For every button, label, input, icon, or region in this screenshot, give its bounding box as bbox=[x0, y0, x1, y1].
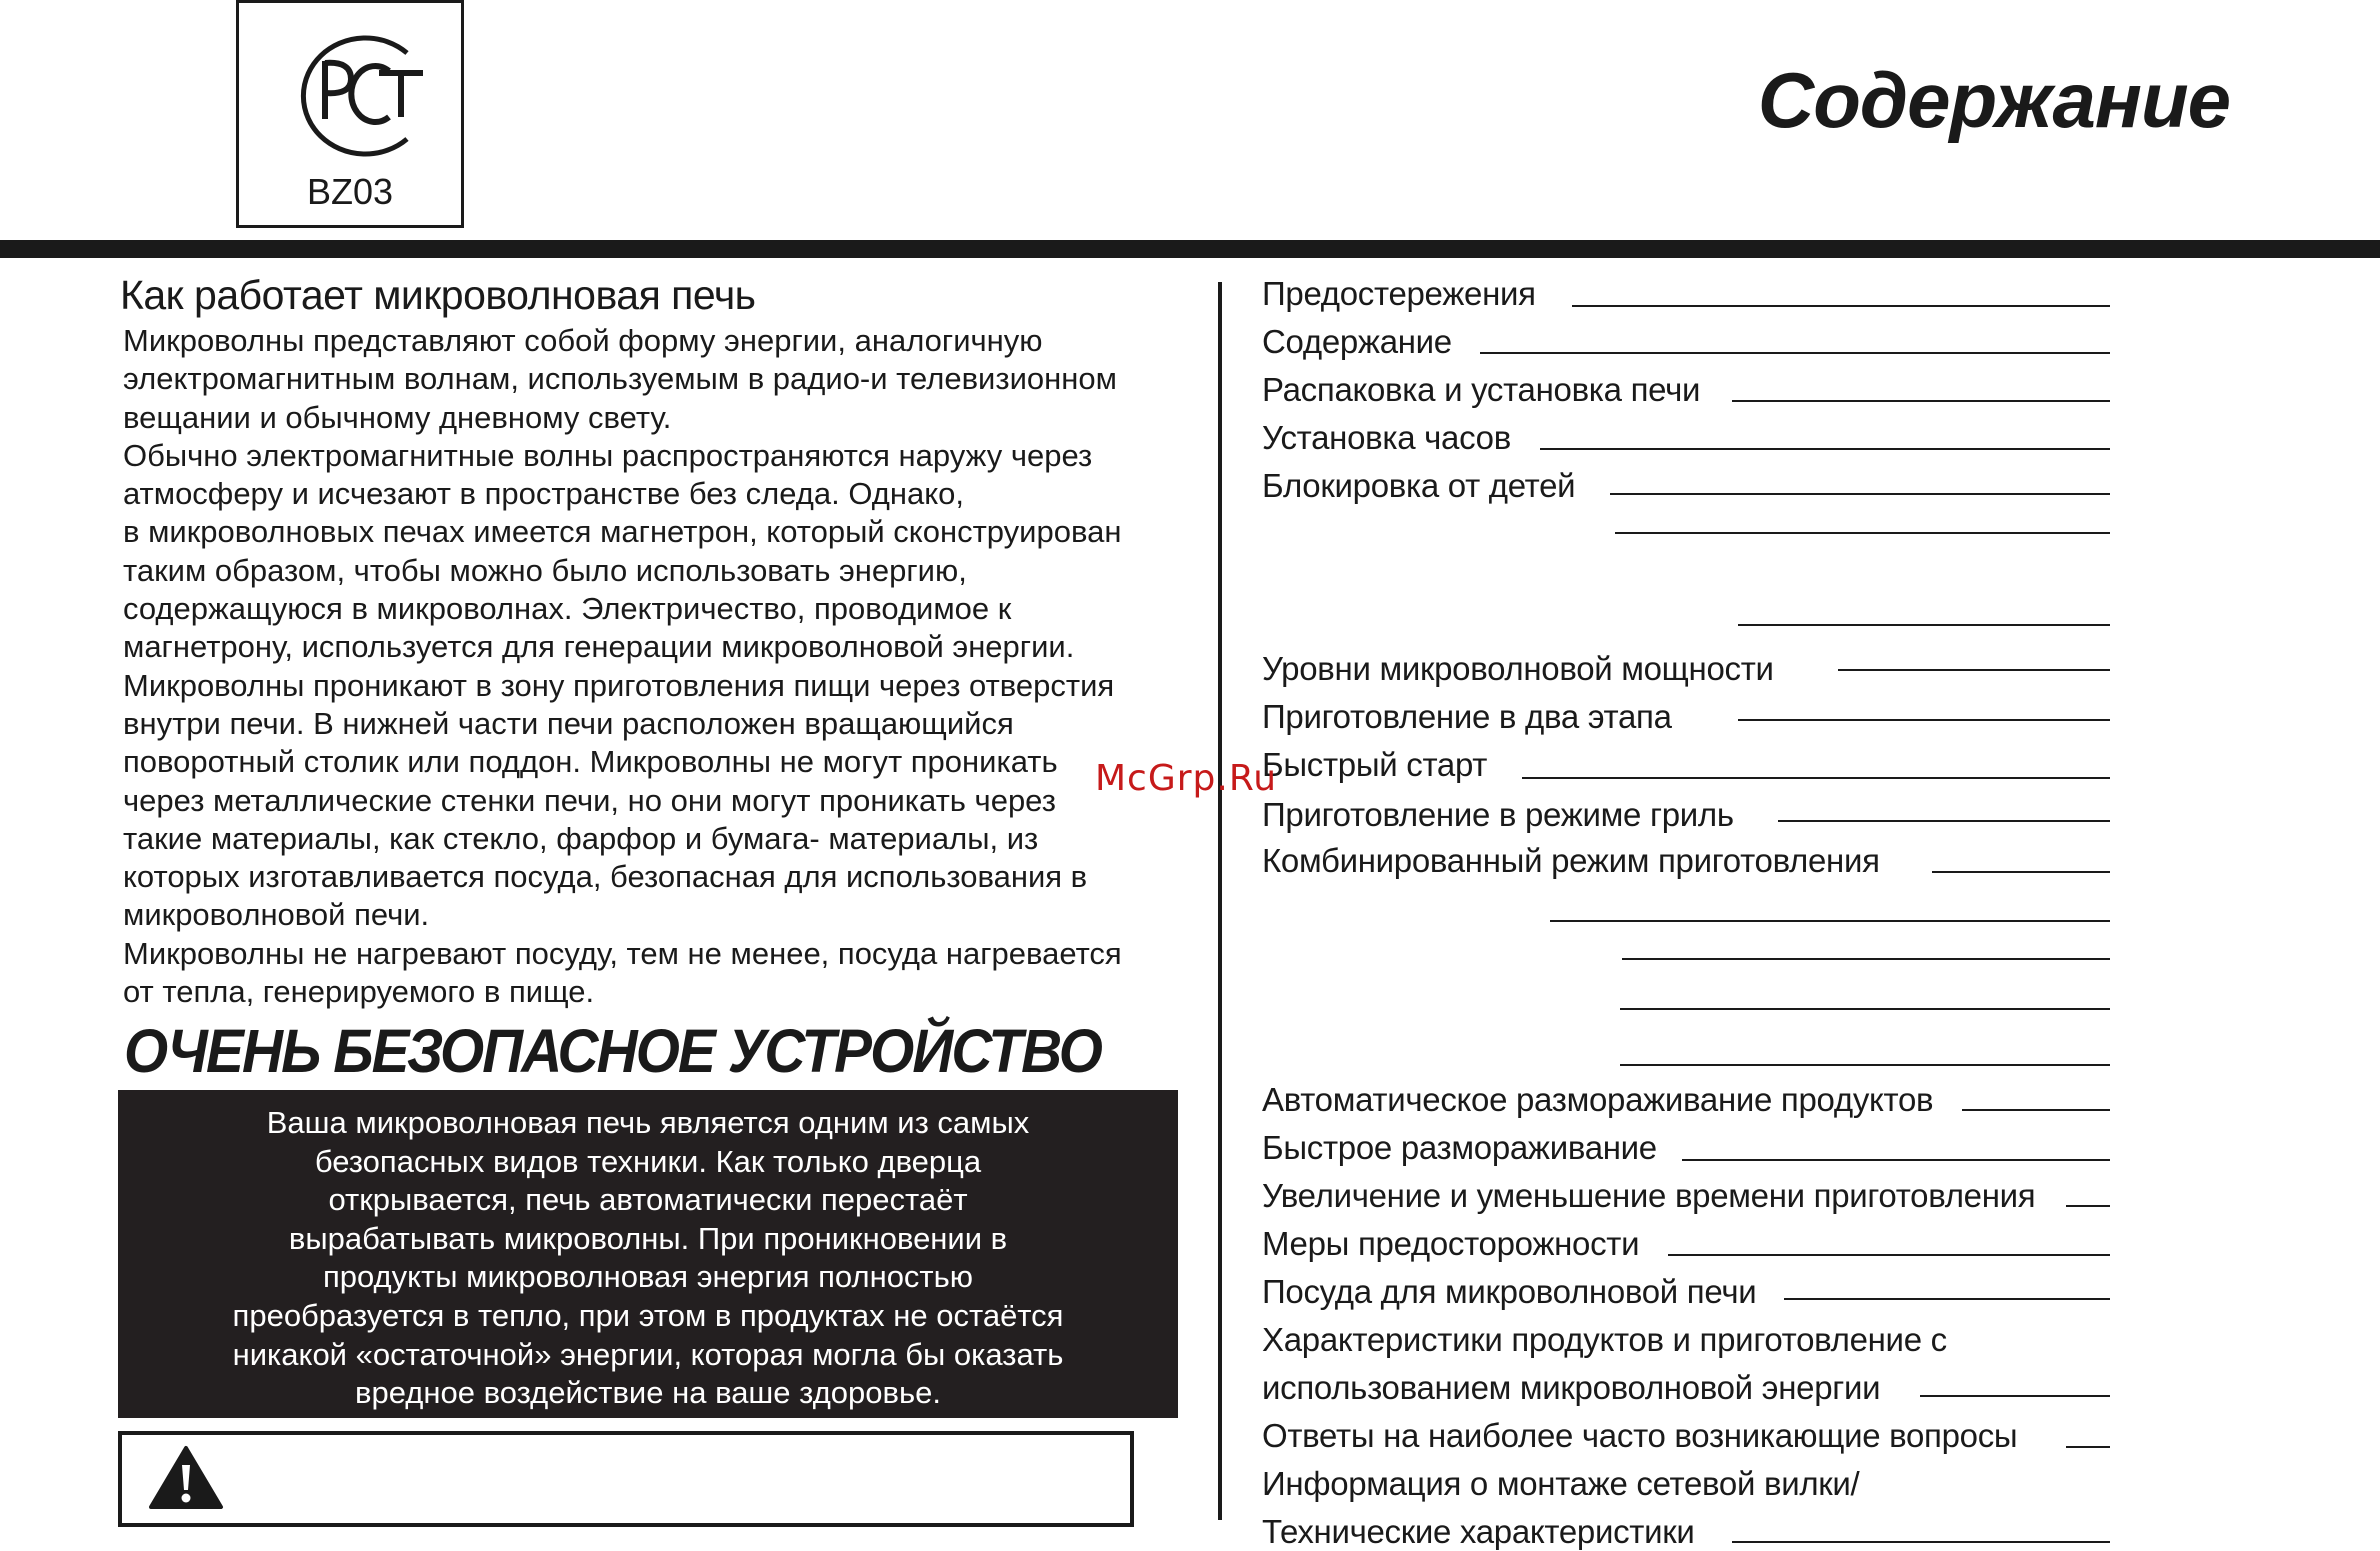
toc-leader-line bbox=[1540, 448, 2110, 450]
toc-leader-line bbox=[1620, 1064, 2110, 1066]
pct-certification-logo bbox=[267, 31, 437, 161]
toc-item-label[interactable]: Меры предосторожности bbox=[1262, 1225, 1640, 1262]
toc-item-label[interactable]: Предостережения bbox=[1262, 275, 1536, 312]
toc-leader-line bbox=[1620, 1008, 2110, 1010]
page-title: Содержание bbox=[1757, 56, 2230, 144]
toc-leader-line bbox=[1572, 305, 2110, 307]
safety-line: продукты микроволновая энергия полностью bbox=[322, 1259, 974, 1295]
intro-line: Обычно электромагнитные волны распространяются наружу через bbox=[123, 437, 1093, 473]
intro-line: вещании и обычному дневному свету. bbox=[123, 399, 672, 435]
safety-line: вырабатывать микроволны. При проникновении в bbox=[288, 1220, 1008, 1256]
toc-leader-line bbox=[1738, 719, 2110, 721]
intro-line: которых изготавливается посуда, безопасная для использования в bbox=[123, 859, 1088, 895]
toc-leader-line bbox=[1610, 493, 2110, 495]
safety-line: вредное воздействие на ваше здоровье. bbox=[355, 1375, 941, 1411]
intro-line: Микроволны представляют собой форму энергии, аналогичную bbox=[123, 323, 1043, 358]
intro-line: Микроволны не нагревают посуду, тем не менее, посуда нагревается bbox=[123, 935, 1122, 971]
intro-line: внутри печи. В нижней части печи расположен вращающийся bbox=[123, 705, 1014, 741]
toc-leader-line bbox=[2066, 1446, 2110, 1448]
watermark: McGrp.Ru bbox=[1095, 758, 1278, 799]
toc-leader-line bbox=[1738, 624, 2110, 626]
toc-item-label[interactable]: Быстрый старт bbox=[1262, 746, 1488, 783]
intro-line: электромагнитным волнам, используемым в радио-и телевизионном bbox=[123, 361, 1117, 397]
intro-line: атмосферу и исчезают в пространстве без следа. Однако, bbox=[123, 476, 964, 512]
toc-item-label[interactable]: Приготовление в два этапа bbox=[1262, 698, 1672, 735]
safety-line: никакой «остаточной» энергии, которая могла бы оказать bbox=[232, 1336, 1064, 1372]
toc-leader-line bbox=[1480, 352, 2110, 354]
intro-line: через металлические стенки печи, но они могут проникать через bbox=[123, 782, 1056, 818]
certification-mark bbox=[236, 0, 464, 228]
intro-line: поворотный столик или поддон. Микроволны не могут проникать bbox=[123, 744, 1058, 780]
toc-item-label[interactable]: Комбинированный режим приготовления bbox=[1262, 842, 1880, 879]
intro-line: микроволновой печи. bbox=[123, 897, 430, 933]
toc-item-label[interactable]: Автоматическое размораживание продуктов bbox=[1262, 1081, 1934, 1118]
toc-leader-line bbox=[1838, 669, 2110, 671]
toc-leader-line bbox=[1550, 920, 2110, 922]
toc-leader-line bbox=[1962, 1109, 2110, 1111]
toc-leader-line bbox=[1615, 532, 2110, 534]
intro-line: содержащуюся в микроволнах. Электричество, проводимое к bbox=[123, 591, 1012, 627]
column-divider bbox=[1218, 282, 1222, 1520]
safety-line: открывается, печь автоматически перестаёт bbox=[328, 1182, 968, 1218]
toc-leader-line bbox=[1682, 1159, 2110, 1161]
toc-item-label[interactable]: Распаковка и установка печи bbox=[1262, 371, 1701, 408]
toc-leader-line bbox=[1622, 958, 2110, 960]
header-rule bbox=[0, 240, 2380, 258]
toc-leader-line bbox=[1784, 1298, 2110, 1300]
toc-item-label[interactable]: Блокировка от детей bbox=[1262, 467, 1576, 504]
toc-item-label[interactable]: Характеристики продуктов и приготовление с bbox=[1262, 1321, 1947, 1358]
safety-line: безопасных видов техники. Как только дверца bbox=[314, 1143, 982, 1179]
toc-leader-line bbox=[1920, 1395, 2110, 1397]
intro-line: в микроволновых печах имеется магнетрон, который сконструирован bbox=[123, 514, 1122, 550]
toc-item-label[interactable]: Информация о монтаже сетевой вилки/ bbox=[1262, 1465, 1860, 1502]
toc-leader-line bbox=[2066, 1205, 2110, 1207]
certification-code: BZ03 bbox=[306, 171, 394, 212]
safety-callout bbox=[118, 1090, 1178, 1418]
intro-heading: Как работает микроволновая печь bbox=[120, 272, 756, 318]
toc-item-label[interactable]: использованием микроволновой энергии bbox=[1262, 1369, 1881, 1406]
toc-item-label[interactable]: Посуда для микроволновой печи bbox=[1262, 1273, 1757, 1310]
safety-heading: ОЧЕНЬ БЕЗОПАСНОЕ УСТРОЙСТВО bbox=[124, 1017, 1102, 1085]
intro-text bbox=[123, 322, 1173, 1011]
intro-line: от тепла, генерируемого в пище. bbox=[123, 974, 595, 1010]
intro-line: магнетрону, используется для генерации микроволновой энергии. bbox=[123, 629, 1075, 665]
safety-line: Ваша микроволновая печь является одним из самых bbox=[266, 1105, 1030, 1140]
toc-leader-line bbox=[1732, 400, 2110, 402]
safety-line: преобразуется в тепло, при этом в продуктах не остаётся bbox=[232, 1297, 1064, 1333]
toc-item-label[interactable]: Быстрое размораживание bbox=[1262, 1129, 1657, 1166]
toc-item-label[interactable]: Увеличение и уменьшение времени приготовления bbox=[1262, 1177, 2036, 1214]
toc-leader-line bbox=[1778, 820, 2110, 822]
toc-item-label[interactable]: Уровни микроволновой мощности bbox=[1262, 650, 1774, 687]
toc-item-label[interactable]: Приготовление в режиме гриль bbox=[1262, 796, 1734, 833]
intro-line: Микроволны проникают в зону приготовления пищи через отверстия bbox=[123, 667, 1115, 703]
toc-leader-line bbox=[1522, 777, 2110, 779]
toc-item-label[interactable]: Установка часов bbox=[1262, 419, 1511, 456]
toc-leader-line bbox=[1668, 1254, 2110, 1256]
toc-leader-line bbox=[1732, 1541, 2110, 1543]
toc-item-label[interactable]: Содержание bbox=[1262, 323, 1452, 360]
intro-line: такие материалы, как стекло, фарфор и бумага- материалы, из bbox=[123, 820, 1039, 856]
toc-item-label[interactable]: Технические характеристики bbox=[1262, 1513, 1695, 1550]
warning-triangle-icon bbox=[148, 1445, 224, 1511]
warning-box bbox=[118, 1431, 1134, 1527]
toc-leader-line bbox=[1932, 871, 2110, 873]
toc-item-label[interactable]: Ответы на наиболее часто возникающие вопросы bbox=[1262, 1417, 2018, 1454]
intro-line: таким образом, чтобы можно было использовать энергию, bbox=[123, 552, 967, 588]
